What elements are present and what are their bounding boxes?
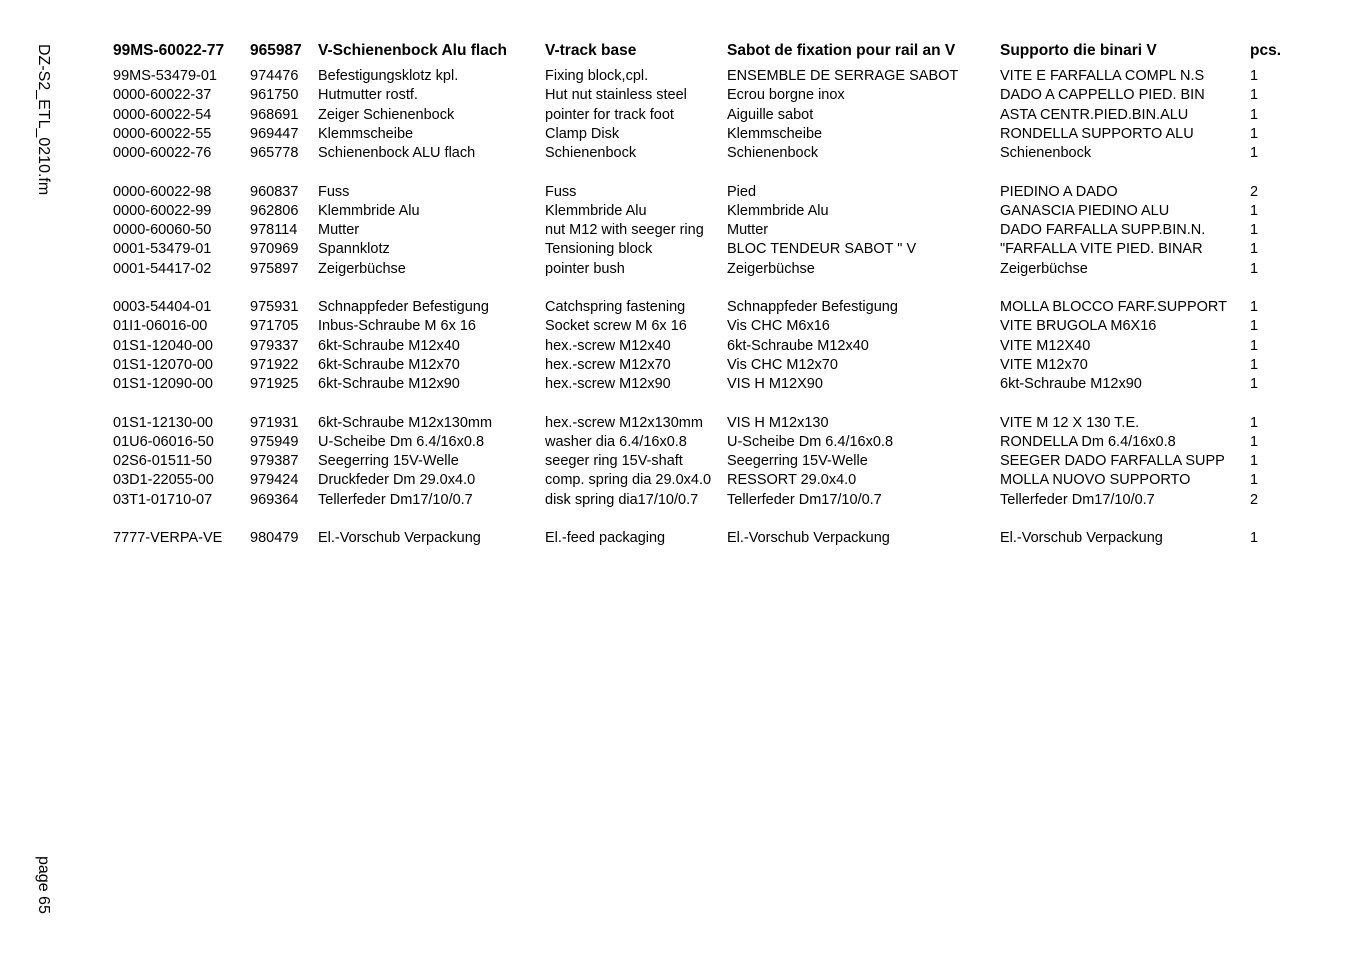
part-article-number: 0000-60022-55 bbox=[113, 125, 212, 142]
parts-list-body bbox=[113, 67, 1343, 548]
part-number: 970969 bbox=[250, 241, 299, 258]
part-english: nut M12 with seeger ring bbox=[545, 222, 704, 238]
part-quantity: 1 bbox=[1250, 530, 1259, 546]
part-italian: DADO FARFALLA SUPP.BIN.N. bbox=[1000, 222, 1206, 238]
table-row bbox=[113, 356, 1343, 375]
part-french: U-Scheibe Dm 6.4/16x0.8 bbox=[727, 433, 894, 450]
part-english: El.-feed packaging bbox=[545, 530, 666, 546]
part-italian: Zeigerbüchse bbox=[1000, 260, 1088, 277]
part-article-number: 7777-VERPA-VE bbox=[113, 530, 223, 546]
part-italian: El.-Vorschub Verpackung bbox=[1000, 530, 1163, 546]
table-row bbox=[113, 433, 1343, 452]
part-french: Schnappfeder Befestigung bbox=[727, 299, 898, 315]
part-french: ENSEMBLE DE SERRAGE SABOT bbox=[727, 68, 959, 84]
part-number: 971931 bbox=[250, 414, 299, 431]
table-row bbox=[113, 471, 1343, 490]
table-row bbox=[113, 375, 1343, 394]
part-french: BLOC TENDEUR SABOT " V bbox=[727, 241, 917, 258]
part-french: Seegerring 15V-Welle bbox=[727, 453, 868, 469]
part-article-number: 01S1-12070-00 bbox=[113, 356, 213, 373]
part-german: Klemmbride Alu bbox=[318, 202, 420, 219]
table-row bbox=[113, 298, 1343, 317]
part-italian: ASTA CENTR.PIED.BIN.ALU bbox=[1000, 106, 1189, 123]
page-number-label: page 65 bbox=[35, 856, 52, 914]
part-english: Fuss bbox=[545, 183, 577, 200]
part-number: 971925 bbox=[250, 376, 299, 392]
part-english: disk spring dia17/10/0.7 bbox=[545, 491, 699, 508]
part-french: Aiguille sabot bbox=[727, 106, 814, 123]
part-article-number: 0003-54404-01 bbox=[113, 299, 212, 315]
part-number: 978114 bbox=[250, 222, 298, 238]
table-row bbox=[113, 317, 1343, 336]
part-quantity: 1 bbox=[1250, 337, 1259, 354]
part-german: Zeiger Schienenbock bbox=[318, 106, 455, 123]
part-italian: 6kt-Schraube M12x90 bbox=[1000, 376, 1142, 392]
part-number: 980479 bbox=[250, 530, 299, 546]
part-quantity: 1 bbox=[1250, 356, 1259, 373]
part-quantity: 1 bbox=[1250, 68, 1259, 84]
part-article-number: 0000-60022-37 bbox=[113, 87, 212, 104]
part-number: 975931 bbox=[250, 299, 299, 315]
part-italian: DADO A CAPPELLO PIED. BIN bbox=[1000, 87, 1205, 104]
part-article-number: 01I1-06016-00 bbox=[113, 318, 208, 335]
part-french: Tellerfeder Dm17/10/0.7 bbox=[727, 491, 882, 508]
part-number: 960837 bbox=[250, 183, 299, 200]
part-german: Seegerring 15V-Welle bbox=[318, 453, 459, 469]
part-french: Klemmbride Alu bbox=[727, 202, 829, 219]
part-quantity: 1 bbox=[1250, 106, 1259, 123]
part-english: Tensioning block bbox=[545, 241, 653, 258]
part-french: Mutter bbox=[727, 222, 769, 238]
header-german-title: V-Schienenbock Alu flach bbox=[318, 42, 507, 59]
part-english: Fixing block,cpl. bbox=[545, 68, 649, 84]
part-article-number: 0000-60022-98 bbox=[113, 183, 212, 200]
part-german: 6kt-Schraube M12x90 bbox=[318, 376, 460, 392]
part-english: Schienenbock bbox=[545, 145, 637, 161]
table-row bbox=[113, 125, 1343, 144]
part-italian: Tellerfeder Dm17/10/0.7 bbox=[1000, 491, 1155, 508]
part-article-number: 01S1-12040-00 bbox=[113, 337, 213, 354]
part-italian: RONDELLA SUPPORTO ALU bbox=[1000, 125, 1194, 142]
part-english: hex.-screw M12x130mm bbox=[545, 414, 703, 431]
table-row bbox=[113, 337, 1343, 356]
part-italian: GANASCIA PIEDINO ALU bbox=[1000, 202, 1170, 219]
part-article-number: 0000-60022-99 bbox=[113, 202, 212, 219]
table-row bbox=[113, 414, 1343, 433]
part-french: VIS H M12x130 bbox=[727, 414, 829, 431]
part-english: Catchspring fastening bbox=[545, 299, 686, 315]
part-german: Befestigungsklotz kpl. bbox=[318, 68, 459, 84]
part-german: Schnappfeder Befestigung bbox=[318, 299, 489, 315]
part-english: Klemmbride Alu bbox=[545, 202, 647, 219]
part-quantity: 1 bbox=[1250, 299, 1259, 315]
table-row bbox=[113, 221, 1343, 240]
part-number: 979337 bbox=[250, 337, 299, 354]
part-english: hex.-screw M12x90 bbox=[545, 376, 671, 392]
part-french: Klemmscheibe bbox=[727, 125, 823, 142]
part-number: 971705 bbox=[250, 318, 299, 335]
part-article-number: 02S6-01511-50 bbox=[113, 453, 212, 469]
part-english: Socket screw M 6x 16 bbox=[545, 318, 687, 335]
part-german: Mutter bbox=[318, 222, 360, 238]
table-row bbox=[113, 183, 1343, 202]
part-english: pointer for track foot bbox=[545, 106, 674, 123]
part-number: 979424 bbox=[250, 472, 299, 489]
part-french: VIS H M12X90 bbox=[727, 376, 823, 392]
part-quantity: 1 bbox=[1250, 222, 1259, 238]
part-french: Vis CHC M12x70 bbox=[727, 356, 838, 373]
part-number: 969364 bbox=[250, 491, 299, 508]
table-row bbox=[113, 240, 1343, 259]
header-italian-title: Supporto die binari V bbox=[1000, 42, 1157, 59]
part-german: 6kt-Schraube M12x130mm bbox=[318, 414, 493, 431]
part-quantity: 1 bbox=[1250, 202, 1259, 219]
parts-list bbox=[113, 40, 1343, 548]
part-italian: RONDELLA Dm 6.4/16x0.8 bbox=[1000, 433, 1176, 450]
part-german: Hutmutter rostf. bbox=[318, 87, 418, 104]
part-french: 6kt-Schraube M12x40 bbox=[727, 337, 869, 354]
part-german: 6kt-Schraube M12x70 bbox=[318, 356, 460, 373]
part-english: washer dia 6.4/16x0.8 bbox=[545, 433, 687, 450]
part-quantity: 1 bbox=[1250, 453, 1259, 469]
header-part-number: 965987 bbox=[250, 42, 302, 59]
part-french: Ecrou borgne inox bbox=[727, 87, 845, 104]
part-article-number: 0000-60022-76 bbox=[113, 145, 212, 161]
part-number: 968691 bbox=[250, 106, 299, 123]
header-pcs: pcs. bbox=[1250, 42, 1282, 59]
part-article-number: 0000-60060-50 bbox=[113, 222, 212, 238]
part-quantity: 1 bbox=[1250, 318, 1259, 335]
part-italian: VITE M12x70 bbox=[1000, 356, 1088, 373]
table-row bbox=[113, 491, 1343, 510]
table-row bbox=[113, 86, 1343, 105]
part-german: Spannklotz bbox=[318, 241, 390, 258]
table-row bbox=[113, 452, 1343, 471]
part-italian: "FARFALLA VITE PIED. BINAR bbox=[1000, 241, 1203, 258]
table-row bbox=[113, 67, 1343, 86]
part-italian: PIEDINO A DADO bbox=[1000, 183, 1118, 200]
part-number: 979387 bbox=[250, 453, 299, 469]
part-article-number: 0001-54417-02 bbox=[113, 260, 212, 277]
part-french: Zeigerbüchse bbox=[727, 260, 815, 277]
part-english: seeger ring 15V-shaft bbox=[545, 453, 683, 469]
part-english: comp. spring dia 29.0x4.0 bbox=[545, 472, 712, 489]
part-english: hex.-screw M12x40 bbox=[545, 337, 671, 354]
table-row bbox=[113, 202, 1343, 221]
part-english: hex.-screw M12x70 bbox=[545, 356, 671, 373]
part-article-number: 0001-53479-01 bbox=[113, 241, 212, 258]
part-italian: VITE M12X40 bbox=[1000, 337, 1091, 354]
part-french: Vis CHC M6x16 bbox=[727, 318, 830, 335]
part-quantity: 1 bbox=[1250, 145, 1259, 161]
part-english: Clamp Disk bbox=[545, 125, 620, 142]
part-german: 6kt-Schraube M12x40 bbox=[318, 337, 460, 354]
part-quantity: 1 bbox=[1250, 87, 1259, 104]
part-german: Druckfeder Dm 29.0x4.0 bbox=[318, 472, 476, 489]
table-row bbox=[113, 144, 1343, 163]
part-article-number: 01S1-12130-00 bbox=[113, 414, 213, 431]
part-number: 961750 bbox=[250, 87, 299, 104]
part-italian: MOLLA BLOCCO FARF.SUPPORT bbox=[1000, 299, 1227, 315]
part-german: El.-Vorschub Verpackung bbox=[318, 530, 481, 546]
part-number: 975949 bbox=[250, 433, 299, 450]
part-german: Klemmscheibe bbox=[318, 125, 414, 142]
part-quantity: 1 bbox=[1250, 241, 1259, 258]
part-german: U-Scheibe Dm 6.4/16x0.8 bbox=[318, 433, 485, 450]
part-quantity: 1 bbox=[1250, 472, 1259, 489]
part-article-number: 03D1-22055-00 bbox=[113, 472, 214, 489]
part-quantity: 1 bbox=[1250, 433, 1259, 450]
part-french: Pied bbox=[727, 183, 757, 200]
table-row bbox=[113, 529, 1343, 548]
part-italian: VITE BRUGOLA M6X16 bbox=[1000, 318, 1157, 335]
part-quantity: 1 bbox=[1250, 125, 1259, 142]
part-italian: VITE E FARFALLA COMPL N.S bbox=[1000, 68, 1205, 84]
part-quantity: 1 bbox=[1250, 376, 1259, 392]
table-row bbox=[113, 106, 1343, 125]
header-article-number: 99MS-60022-77 bbox=[113, 42, 225, 59]
part-french: Schienenbock bbox=[727, 145, 819, 161]
part-quantity: 1 bbox=[1250, 414, 1259, 431]
header-english-title: V-track base bbox=[545, 42, 637, 59]
part-german: Tellerfeder Dm17/10/0.7 bbox=[318, 491, 473, 508]
part-quantity: 1 bbox=[1250, 260, 1259, 277]
part-number: 974476 bbox=[250, 68, 299, 84]
part-french: RESSORT 29.0x4.0 bbox=[727, 472, 857, 489]
part-italian: VITE M 12 X 130 T.E. bbox=[1000, 414, 1140, 431]
part-number: 975897 bbox=[250, 260, 299, 277]
header-french-title: Sabot de fixation pour rail an V bbox=[727, 42, 956, 59]
part-number: 962806 bbox=[250, 202, 299, 219]
part-number: 969447 bbox=[250, 125, 299, 142]
part-english: Hut nut stainless steel bbox=[545, 87, 687, 104]
part-quantity: 2 bbox=[1250, 491, 1259, 508]
part-english: pointer bush bbox=[545, 260, 625, 277]
part-number: 971922 bbox=[250, 356, 299, 373]
part-number: 965778 bbox=[250, 145, 299, 161]
part-german: Fuss bbox=[318, 183, 350, 200]
part-italian: MOLLA NUOVO SUPPORTO bbox=[1000, 472, 1191, 489]
part-italian: SEEGER DADO FARFALLA SUPP bbox=[1000, 453, 1225, 469]
part-german: Zeigerbüchse bbox=[318, 260, 406, 277]
part-quantity: 2 bbox=[1250, 183, 1259, 200]
part-italian: Schienenbock bbox=[1000, 145, 1092, 161]
part-french: El.-Vorschub Verpackung bbox=[727, 530, 890, 546]
parts-list-header bbox=[113, 40, 1343, 62]
part-article-number: 99MS-53479-01 bbox=[113, 68, 217, 84]
part-article-number: 03T1-01710-07 bbox=[113, 491, 213, 508]
part-german: Inbus-Schraube M 6x 16 bbox=[318, 318, 476, 335]
part-article-number: 01U6-06016-50 bbox=[113, 433, 214, 450]
file-name-label: DZ-S2_ETL_0210.fm bbox=[35, 44, 52, 196]
part-article-number: 0000-60022-54 bbox=[113, 106, 212, 123]
part-article-number: 01S1-12090-00 bbox=[113, 376, 213, 392]
part-german: Schienenbock ALU flach bbox=[318, 145, 476, 161]
table-row bbox=[113, 260, 1343, 279]
